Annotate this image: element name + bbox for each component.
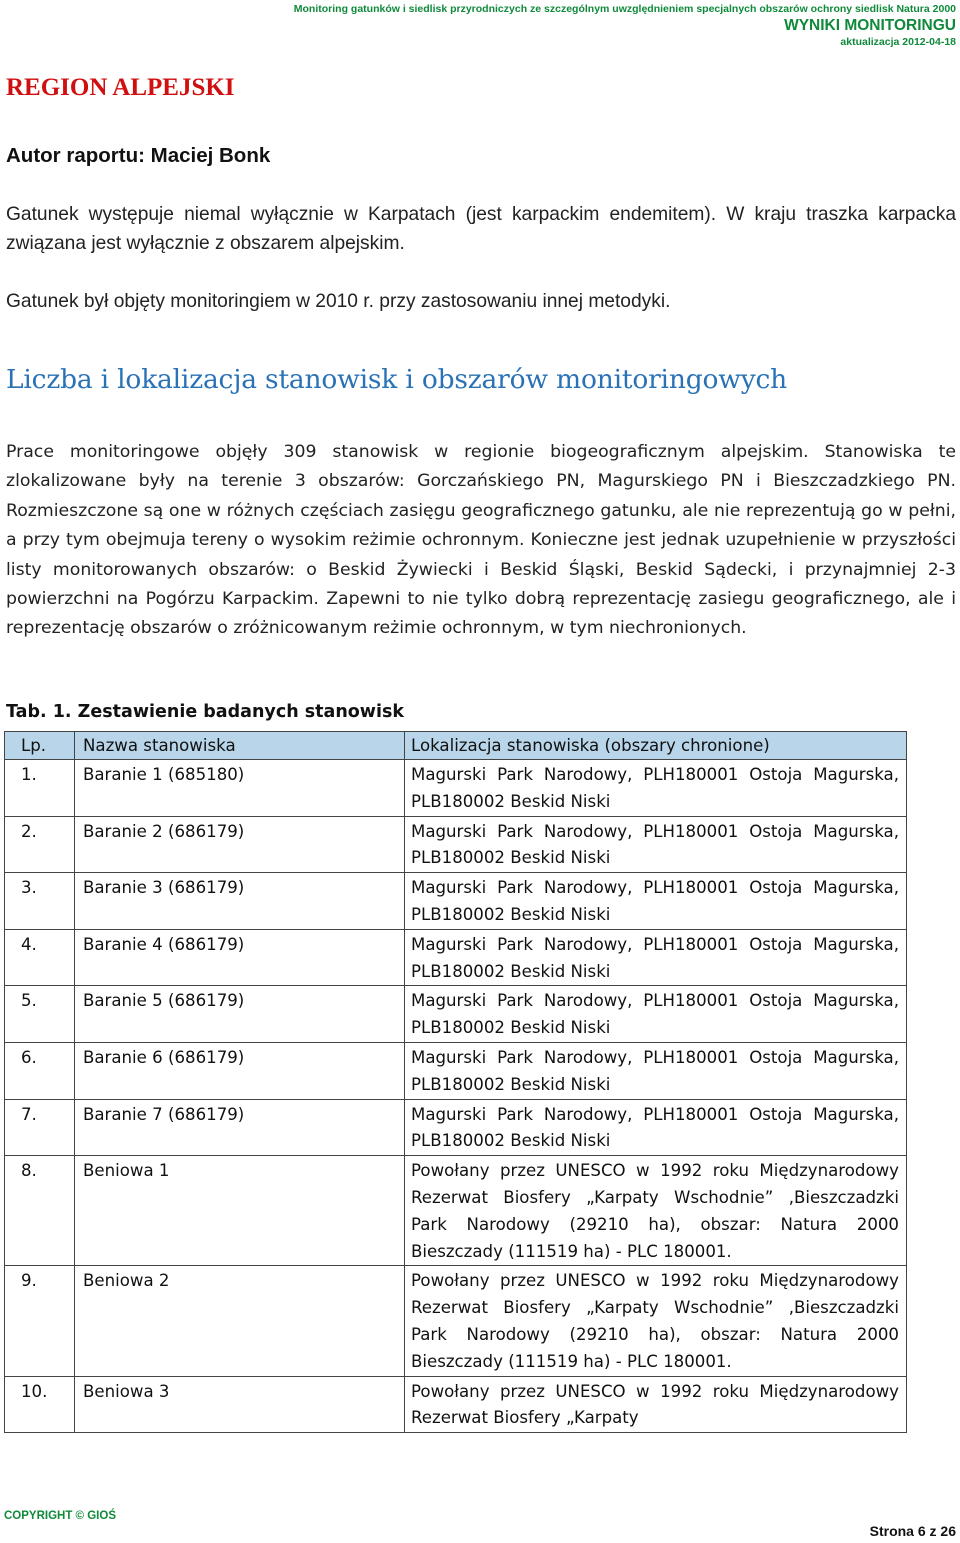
site-location: Magurski Park Narodowy, PLH180001 Ostoja Magurska, PLB180002 Beskid Niski (405, 816, 907, 873)
site-name: Baranie 4 (686179) (75, 929, 405, 986)
section-paragraph: Prace monitoringowe objęły 309 stanowisk w regionie biogeograficznym alpejskim. Stanowiska te zlokalizowane były na terenie 3 obszarów: Gorczańskiego PN, Magurskiego PN i Bieszczadzkiego PN. Rozmieszczone są one w różnych częściach zasięgu geograficznego gatunku, ale nie reprezentują go w pełni, a przy tym obejmuja tereny o wysokim reżimie ochronnym. Konieczne jest jednak uzupełnienie w przyszłości listy monitorowanych obszarów: o Beskid Żywiecki i Beskid Śląski, Beskid Sądecki, i przynajmniej 2-3 powierzchni na Pogórzu Karpackim. Zapewni to nie tylko dobrą reprezentację zasiegu geograficznego, ale i reprezentację obszarów o zróżnicowanym reżimie ochronnym, w tym niechronionych. (6, 442, 956, 639)
table-header-row (5, 732, 907, 760)
report-author: Autor raportu: Maciej Bonk (6, 144, 271, 167)
table-row (5, 760, 907, 817)
site-name: Beniowa 1 (75, 1156, 405, 1266)
project-title: Monitoring gatunków i siedlisk przyrodniczych ze szczególnym uwzględnieniem specjalnych obszarów ochrony siedlisk Natura 2000 (293, 3, 956, 15)
copyright-notice: COPYRIGHT © GIOŚ (4, 1510, 116, 1522)
site-name: Baranie 5 (686179) (75, 986, 405, 1043)
table-caption: Tab. 1. Zestawienie badanych stanowisk (6, 702, 405, 722)
row-number: 1. (5, 760, 75, 817)
table-row (5, 986, 907, 1043)
site-location: Powołany przez UNESCO w 1992 roku Międzynarodowy Rezerwat Biosfery „Karpaty Wschodnie” ,Bieszczadzki Park Narodowy (29210 ha), obszar: Natura 2000 Bieszczady (111519 ha) - PLC 180001. (405, 1266, 907, 1376)
row-number: 7. (5, 1099, 75, 1156)
row-number: 3. (5, 873, 75, 930)
table-row (5, 1376, 907, 1433)
site-name: Baranie 3 (686179) (75, 873, 405, 930)
table-row (5, 816, 907, 873)
site-name: Baranie 1 (685180) (75, 760, 405, 817)
column-header-location: Lokalizacja stanowiska (obszary chronione) (405, 732, 907, 760)
table-row (5, 1042, 907, 1099)
site-location: Powołany przez UNESCO w 1992 roku Międzynarodowy Rezerwat Biosfery „Karpaty Wschodnie” ,Bieszczadzki Park Narodowy (29210 ha), obszar: Natura 2000 Bieszczady (111519 ha) - PLC 180001. (405, 1156, 907, 1266)
update-date: aktualizacja 2012-04-18 (840, 36, 956, 48)
site-location: Magurski Park Narodowy, PLH180001 Ostoja Magurska, PLB180002 Beskid Niski (405, 986, 907, 1043)
site-name: Beniowa 2 (75, 1266, 405, 1376)
site-name: Baranie 2 (686179) (75, 816, 405, 873)
site-location: Magurski Park Narodowy, PLH180001 Ostoja Magurska, PLB180002 Beskid Niski (405, 929, 907, 986)
row-number: 9. (5, 1266, 75, 1376)
row-number: 5. (5, 986, 75, 1043)
intro-paragraph: Gatunek występuje niemal wyłącznie w Karpatach (jest karpackim endemitem). W kraju traszka karpacka związana jest wyłącznie z obszarem alpejskim. (6, 204, 956, 254)
site-location: Magurski Park Narodowy, PLH180001 Ostoja Magurska, PLB180002 Beskid Niski (405, 1099, 907, 1156)
site-location: Magurski Park Narodowy, PLH180001 Ostoja Magurska, PLB180002 Beskid Niski (405, 873, 907, 930)
table-row (5, 1266, 907, 1376)
table-row (5, 1099, 907, 1156)
row-number: 8. (5, 1156, 75, 1266)
row-number: 2. (5, 816, 75, 873)
page-header (294, 2, 956, 49)
table-row (5, 929, 907, 986)
page-number: Strona 6 z 26 (869, 1523, 956, 1539)
table-row (5, 1156, 907, 1266)
column-header-site-name: Nazwa stanowiska (75, 732, 405, 760)
results-label: WYNIKI MONITORINGU (784, 17, 956, 34)
site-location: Magurski Park Narodowy, PLH180001 Ostoja Magurska, PLB180002 Beskid Niski (405, 1042, 907, 1099)
region-title: REGION ALPEJSKI (6, 74, 235, 101)
sites-table (4, 731, 907, 1433)
row-number: 4. (5, 929, 75, 986)
column-header-number: Lp. (5, 732, 75, 760)
section-heading: Liczba i lokalizacja stanowisk i obszarów monitoringowych (6, 364, 787, 395)
site-name: Baranie 7 (686179) (75, 1099, 405, 1156)
row-number: 10. (5, 1376, 75, 1433)
site-name: Baranie 6 (686179) (75, 1042, 405, 1099)
site-location: Powołany przez UNESCO w 1992 roku Międzynarodowy Rezerwat Biosfery „Karpaty (405, 1376, 907, 1433)
row-number: 6. (5, 1042, 75, 1099)
site-name: Beniowa 3 (75, 1376, 405, 1433)
site-location: Magurski Park Narodowy, PLH180001 Ostoja Magurska, PLB180002 Beskid Niski (405, 760, 907, 817)
monitoring-note: Gatunek był objęty monitoringiem w 2010 r. przy zastosowaniu innej metodyki. (6, 291, 671, 312)
table-row (5, 873, 907, 930)
